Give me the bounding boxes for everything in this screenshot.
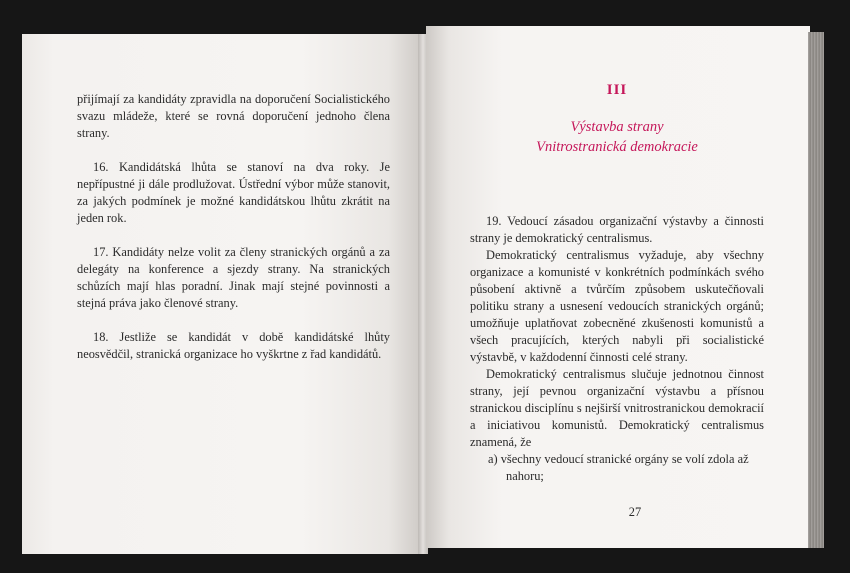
paragraph-18: 18. Jestliže se kandidát v době kandidátské lhůty neosvědčil, stranická organizace ho vyškrtne z řad kandidátů.	[77, 330, 390, 361]
paragraph-15-continuation: přijímají za kandidáty zpravidla na doporučení Socialistického svazu mládeže, které se rovná doporučení jednoho člena strany.	[77, 92, 390, 140]
paragraph-17: 17. Kandidáty nelze volit za členy stranických orgánů a za delegáty na konference a sjezdy strany. Na stranických schůzích mají hlas poradní. Jinak mají stejné povinnosti a stejná práva jako členové strany.	[77, 245, 390, 310]
page-number: 27	[628, 505, 642, 519]
left-page	[22, 34, 420, 554]
list-item-a: a) všechny vedoucí stranické orgány se volí zdola až nahoru;	[488, 452, 749, 483]
paragraph-19: 19. Vedoucí zásadou organizační výstavby a činnosti strany je demokratický centralismus.	[470, 214, 764, 245]
chapter-title-line-2: Vnitrostranická demokracie	[536, 139, 698, 155]
chapter-number: III	[606, 82, 628, 98]
paragraph-democratic-centralism-2: Demokratický centralismus slučuje jednotnou činnost strany, její pevnou organizační výstavbu a přísnou stranickou disciplínu s nejširší vnitrostranickou demokracií a iniciativou komunistů. Demokratický centralismus znamená, že	[470, 367, 764, 449]
page-edges	[808, 32, 824, 548]
chapter-title-line-1: Výstavba strany	[570, 119, 664, 135]
right-page	[426, 26, 810, 548]
paragraph-democratic-centralism-1: Demokratický centralismus vyžaduje, aby všechny organizace a komunisté v konkrétních podmínkách svého působení aktivně a tvůrčím způsobem uskutečňovali politiku strany a usnesení vedoucích stranických orgánů; umožňuje uplatňovat zobecněné zkušenosti komunistů a všech pracujících, kterých nabyli při socialistické výstavbě, v každodenní činnosti celé strany.	[470, 248, 764, 364]
paragraph-16: 16. Kandidátská lhůta se stanoví na dva roky. Je nepřípustné ji dále prodlužovat. Ústřední výbor může stanovit, za jakých podmínek je možné kandidátskou lhůtu zkrátit na jeden rok.	[77, 160, 390, 225]
